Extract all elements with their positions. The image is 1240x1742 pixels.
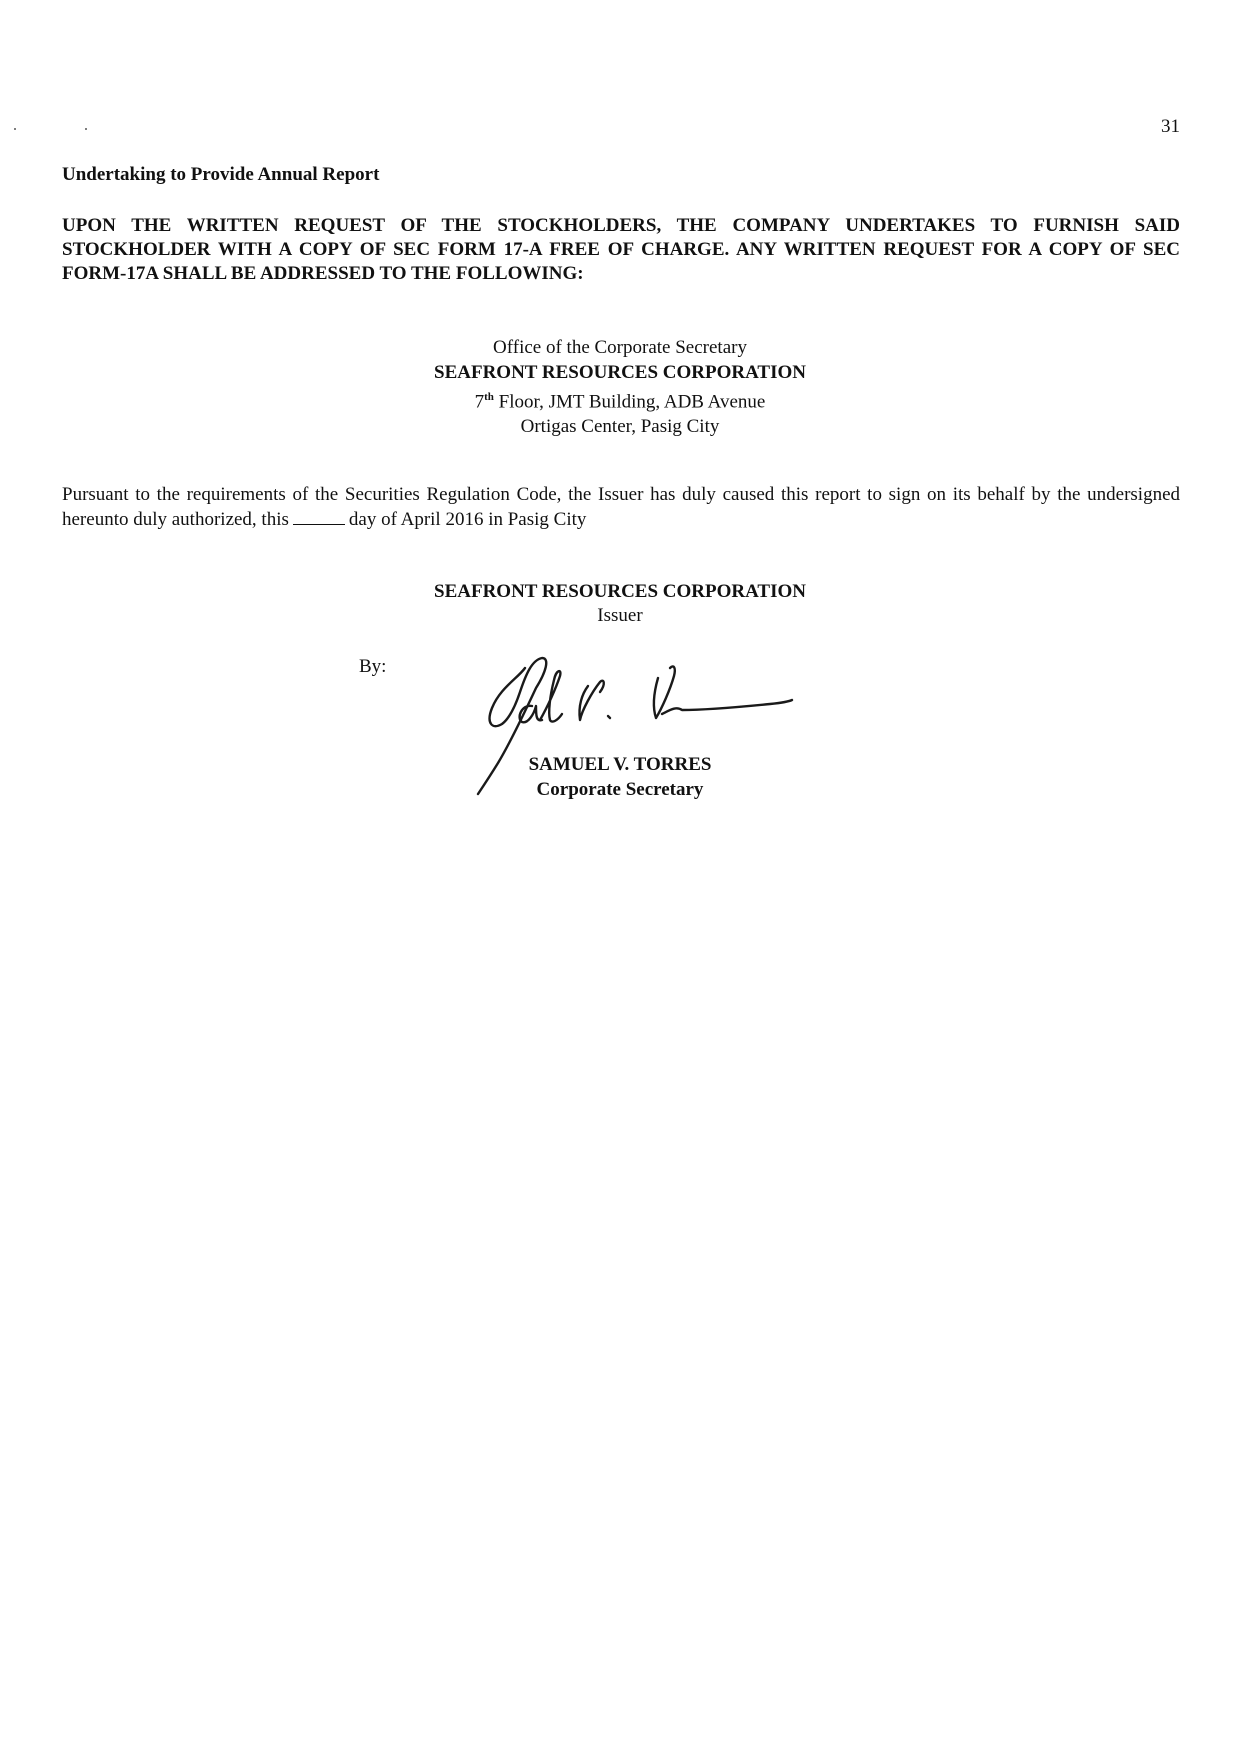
pursuant-date-text: day of April 2016 in Pasig City bbox=[348, 509, 587, 530]
pursuant-text: Pursuant to the requirements of the Securities Regulation Code, the Issuer has duly caused this report to sign on its behalf by the undersigned hereunto duly authorized, this bbox=[62, 484, 1180, 530]
floor-suffix: th bbox=[484, 391, 494, 403]
issuer-company-name: SEAFRONT RESOURCES CORPORATION bbox=[434, 581, 806, 602]
signer-block bbox=[0, 752, 1240, 802]
office-line: Office of the Corporate Secretary bbox=[493, 337, 747, 358]
page-number: 31 bbox=[1161, 116, 1180, 137]
city-line: Ortigas Center, Pasig City bbox=[520, 415, 720, 437]
issuer-label: Issuer bbox=[597, 605, 643, 626]
date-blank-line bbox=[293, 510, 345, 525]
issuer-block bbox=[0, 580, 1240, 628]
street-text: Floor, JMT Building, ADB Avenue bbox=[493, 391, 766, 413]
pursuant-paragraph bbox=[62, 482, 1180, 532]
company-name: SEAFRONT RESOURCES CORPORATION bbox=[434, 361, 806, 383]
scan-artifact bbox=[14, 128, 16, 130]
by-label: By: bbox=[359, 656, 387, 677]
signer-title: Corporate Secretary bbox=[536, 779, 704, 800]
signer-name: SAMUEL V. TORRES bbox=[528, 754, 712, 775]
scan-artifact bbox=[85, 128, 87, 130]
undertaking-notice: UPON THE WRITTEN REQUEST OF THE STOCKHOLDERS, THE COMPANY UNDERTAKES TO FURNISH SAID STOCKHOLDER WITH A COPY OF SEC FORM 17-A FREE OF CHARGE. ANY WRITTEN REQUEST FOR A COPY OF SEC FORM-17A SHALL BE ADDRESSED TO THE FOLLOWING: bbox=[62, 215, 1180, 284]
secretary-address-block bbox=[0, 336, 1240, 439]
street-line bbox=[0, 385, 1240, 415]
floor-number: 7 bbox=[474, 391, 485, 413]
section-heading: Undertaking to Provide Annual Report bbox=[62, 164, 380, 185]
